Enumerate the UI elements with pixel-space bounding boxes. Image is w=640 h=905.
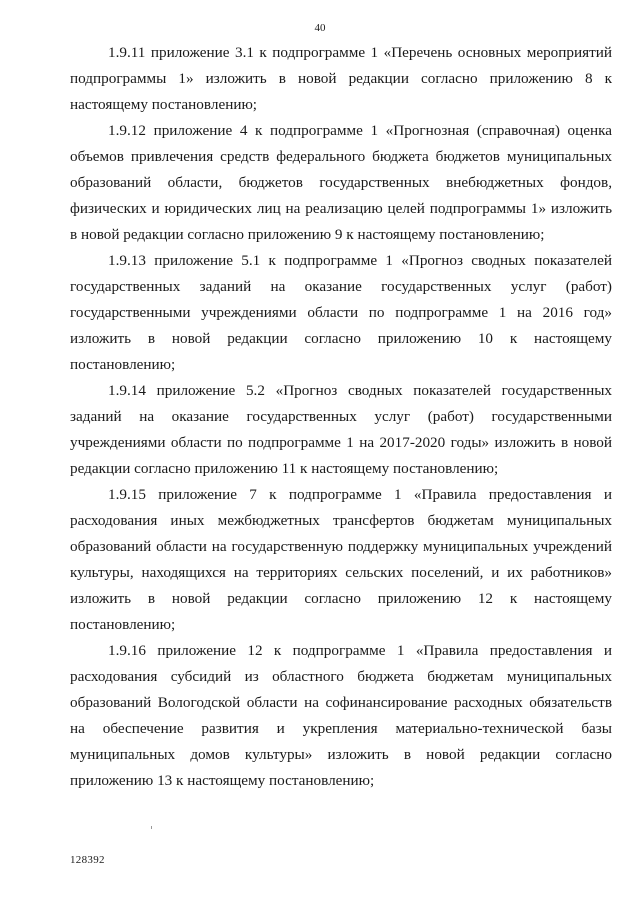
paragraph-1-9-12: 1.9.12 приложение 4 к подпрограмме 1 «Прогнозная (справочная) оценка объемов привлечения средств федерального бюджета бюджетов муниципальных образований области, бюджетов государственных внебюджетных фондов, физических и юридических лиц на реализацию целей подпрограммы 1» изложить в новой редакции согласно приложению 9 к настоящему постановлению; bbox=[70, 122, 612, 243]
paragraph-1-9-13: 1.9.13 приложение 5.1 к подпрограмме 1 «Прогноз сводных показателей государственных заданий на оказание государственных услуг (работ) государственными учреждениями области по подпрограмме 1 на 2016 год» изложить в новой редакции согласно приложению 10 к настоящему постановлению; bbox=[70, 252, 612, 373]
paragraph-1-9-11: 1.9.11 приложение 3.1 к подпрограмме 1 «Перечень основных мероприятий подпрограммы 1» изложить в новой редакции согласно приложению 8 к настоящему постановлению; bbox=[70, 44, 612, 113]
paragraph-1-9-14: 1.9.14 приложение 5.2 «Прогноз сводных показателей государственных заданий на оказание государственных услуг (работ) государственными учреждениями области по подпрограмме 1 на 2017-2020 годы» изложить в новой редакции согласно приложению 11 к настоящему постановлению; bbox=[70, 382, 612, 477]
document-body bbox=[70, 40, 612, 794]
scan-speck bbox=[151, 826, 152, 829]
page-number: 40 bbox=[314, 22, 326, 34]
paragraph-1-9-15: 1.9.15 приложение 7 к подпрограмме 1 «Правила предоставления и расходования иных межбюджетных трансфертов бюджетам муниципальных образований области на государственную поддержку муниципальных учреждений культуры, находящихся на территориях сельских поселений, и их работников» изложить в новой редакции согласно приложению 12 к настоящему постановлению; bbox=[70, 486, 612, 633]
paragraph-1-9-16: 1.9.16 приложение 12 к подпрограмме 1 «Правила предоставления и расходования субсидий из областного бюджета бюджетам муниципальных образований Вологодской области на софинансирование расходных обязательств на обеспечение развития и укрепления материально-технической базы муниципальных домов культуры» изложить в новой редакции согласно приложению 13 к настоящему постановлению; bbox=[70, 642, 612, 789]
document-id: 128392 bbox=[70, 854, 105, 866]
